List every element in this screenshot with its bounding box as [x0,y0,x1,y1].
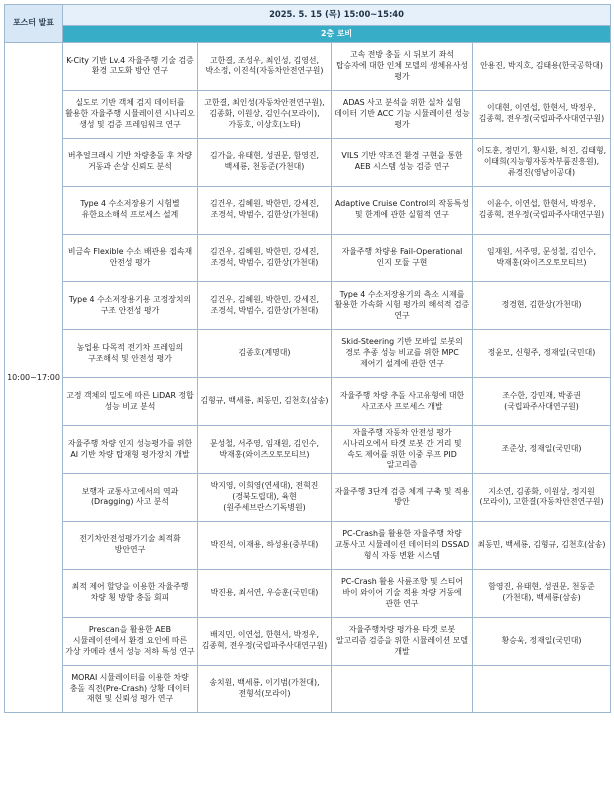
table-row [5,330,611,378]
paper-title-right: PC-Crash를 활용한 자율주행 차량 교통사고 시뮬레이션 데이터의 DSSAD 형식 자동 변환 시스템 [332,521,473,569]
paper-title-right: 자율주행차량 평가용 타겟 로봇 알고리즘 검증을 위한 시뮬레이션 모델 개발 [332,617,473,665]
header-row-datetime [5,5,611,26]
paper-authors-right: 정윤모, 신형주, 정재일(국민대) [473,330,611,378]
session-time-range: 10:00~17:00 [5,43,63,713]
paper-authors-right: 조준상, 정재일(국민대) [473,426,611,474]
paper-title-left: 비금속 Flexible 수소 배관용 접속재 안전성 평가 [63,234,198,282]
paper-authors-left: 송치원, 백세룡, 이기범(가천대), 전형석(모라이) [198,665,332,713]
paper-title-left: Type 4 수소저장용기 시험별 유한요소해석 프로세스 설계 [63,186,198,234]
paper-title-left: MORAI 시뮬레이터를 이용한 차량 충돌 직전(Pre-Crash) 상황 데이터 재현 및 신뢰성 평가 연구 [63,665,198,713]
table-row [5,234,611,282]
table-row [5,282,611,330]
paper-authors-left: 고한결, 조성우, 최인성, 김영선, 박소정, 이진석(자동차안전연구원) [198,43,332,91]
paper-authors-right: 임재원, 서주영, 문성철, 김인수, 박재홍(와이즈오토모티브) [473,234,611,282]
paper-authors-left: 김건우, 김혜원, 박한민, 강세진, 조경석, 박범수, 김한상(가천대) [198,186,332,234]
paper-authors-left: 박진용, 최서연, 우승훈(국민대) [198,569,332,617]
paper-authors-left: 문성철, 서주영, 임재원, 김인수, 박재홍(와이즈오토모티브) [198,426,332,474]
paper-authors-left: 고한결, 최인성(자동차안전연구원), 김종화, 이원상, 김인수(모라이), 가동호, 이상호(노타) [198,90,332,138]
paper-authors-right: 함영진, 유태현, 성권문, 천동준(가천대), 백세룡(삼송) [473,569,611,617]
paper-title-right: Type 4 수소저장용기의 측소 시제를 활용한 가속화 시험 평가의 해석적 검증 연구 [332,282,473,330]
table-row [5,186,611,234]
paper-authors-left: 김건우, 김혜원, 박한민, 강세진, 조경석, 박범수, 김한상(가천대) [198,234,332,282]
paper-title-left: 고정 객체의 밀도에 따른 LiDAR 정합 성능 비교 분석 [63,378,198,426]
header-row-location [5,26,611,43]
paper-title-left: Prescan을 활용한 AEB 시뮬레이션에서 환경 요인에 따른 가상 카메라 센서 성능 저하 특성 연구 [63,617,198,665]
paper-title-left: K-City 기반 Lv.4 자율주행 기술 검증 환경 고도화 방안 연구 [63,43,198,91]
paper-title-right: Skid-Steering 기반 모바일 로봇의 경로 추종 성능 비교를 위한 MPC 제어기 설계에 관한 연구 [332,330,473,378]
paper-authors-right: 지소연, 김종화, 이원상, 정지원(모라이), 고한결(자동차안전연구원) [473,474,611,522]
table-row [5,138,611,186]
paper-title-left: Type 4 수소저장용기용 고정장치의 구조 안전성 평가 [63,282,198,330]
paper-authors-right: 황승욱, 정재일(국민대) [473,617,611,665]
session-label: 포스터 발표 [5,5,63,43]
table-row [5,521,611,569]
paper-title-right: ADAS 사고 분석을 위한 실차 실험 데이터 기반 ACC 기능 시뮬레이션 성능 평가 [332,90,473,138]
paper-title-left: 보행자 교통사고에서의 역과(Dragging) 사고 분석 [63,474,198,522]
paper-title-left: 최적 제어 할당을 이용한 자율주행 차량 횡 방향 충돌 회피 [63,569,198,617]
paper-authors-right: 정경현, 김한상(가천대) [473,282,611,330]
paper-title-right: 자율주행 차량 추돌 사고유형에 대한 사고조사 프로세스 개발 [332,378,473,426]
paper-authors-left: 김종호(계명대) [198,330,332,378]
paper-title-right: 자율주행 3단계 검증 체계 구축 및 적용 방안 [332,474,473,522]
table-row [5,665,611,713]
paper-authors-right: 안용진, 박지호, 김태용(한국공학대) [473,43,611,91]
paper-authors-right: 이도훈, 정민기, 황시환, 허진, 김태형, 이태희(지능형자동차부품진흥원), 류경진(영남이공대) [473,138,611,186]
table-row [5,90,611,138]
paper-title-right: VILS 기반 약조건 환경 구현을 통한 AEB 시스템 성능 검증 연구 [332,138,473,186]
paper-title-right: 자율주행 차량용 Fail-Operational 인지 모듈 구현 [332,234,473,282]
paper-title-right [332,665,473,713]
paper-title-right: 고속 전방 충돌 시 뒤보기 좌석 탑승자에 대한 인체 모델의 생체유사성 평가 [332,43,473,91]
paper-authors-left: 배지민, 이연섭, 한현서, 박정우, 김종혁, 전우정(국립파주사대연구원) [198,617,332,665]
paper-authors-left: 김건우, 김혜원, 박한민, 강세진, 조경석, 박범수, 김한상(가천대) [198,282,332,330]
paper-authors-right: 최동민, 백세룡, 김형규, 김천호(삼송) [473,521,611,569]
paper-authors-left: 박지영, 이희영(연세대), 전혁진(경북도립대), 육현(원주세브란스기독병원) [198,474,332,522]
paper-title-left: 버추얼크래시 기반 차량충돌 후 차량 거동과 손상 신뢰도 분석 [63,138,198,186]
paper-authors-right: 이대현, 이연섭, 한현서, 박정우, 김종혁, 전우정(국립파주사대연구원) [473,90,611,138]
table-row [5,378,611,426]
paper-authors-left: 김형규, 백세룡, 최동민, 김천호(삼송) [198,378,332,426]
paper-authors-right [473,665,611,713]
poster-session-schedule [4,4,610,713]
paper-title-right: 자율주행 자동차 안전성 평가 시나리오에서 타겟 로봇 간 거리 및 속도 제어를 위한 이중 루프 PID 알고리즘 [332,426,473,474]
table-row [5,617,611,665]
paper-authors-right: 이윤수, 이연섭, 한현서, 박정우, 김종혁, 전우정(국립파주사대연구원) [473,186,611,234]
table-row [5,43,611,91]
paper-title-right: PC-Crash 활용 사륜조향 및 스티어 바이 와이어 기술 적용 차량 거동에 관한 연구 [332,569,473,617]
paper-title-left: 농업용 다목적 전기차 프레임의 구조해석 및 안전성 평가 [63,330,198,378]
paper-authors-right: 조수한, 강민재, 박종권(국립파주사대연구원) [473,378,611,426]
table-row [5,474,611,522]
paper-authors-left: 김가을, 유태현, 성권문, 함영진, 백세룡, 천동준(가천대) [198,138,332,186]
paper-title-left: 자율주행 차량 인지 성능평가를 위한 AI 기반 차량 탑재형 평가장치 개발 [63,426,198,474]
session-datetime: 2025. 5. 15 (목) 15:00~15:40 [63,5,611,26]
schedule-table [4,4,611,713]
paper-title-left: 전기차안전성평가기술 최적화 방안연구 [63,521,198,569]
table-row [5,426,611,474]
paper-authors-left: 박진석, 이재용, 하성용(중부대) [198,521,332,569]
paper-title-left: 실도로 기반 객체 검지 데이터를 활용한 자율주행 시뮬레이션 시나리오 생성 및 검증 프레임워크 연구 [63,90,198,138]
session-location: 2층 로비 [63,26,611,43]
paper-title-right: Adaptive Cruise Control의 작동특성 및 한계에 관한 실험적 연구 [332,186,473,234]
table-row [5,569,611,617]
